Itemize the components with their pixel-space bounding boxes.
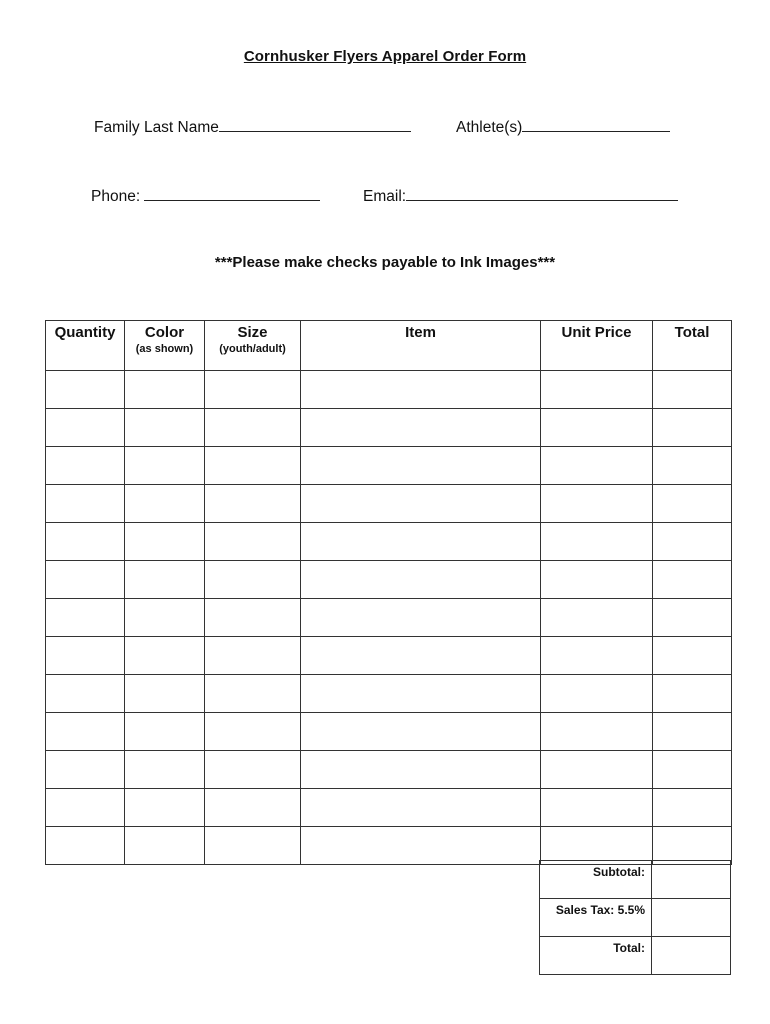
column-header-item: Item <box>301 321 541 371</box>
column-subheader-size: (youth/adult) <box>219 343 286 355</box>
item-cell[interactable] <box>301 789 541 827</box>
unit-price-cell[interactable] <box>541 523 653 561</box>
item-cell[interactable] <box>301 447 541 485</box>
quantity-cell[interactable] <box>46 371 125 409</box>
color-cell[interactable] <box>125 675 205 713</box>
column-header-size: Size (youth/adult) <box>205 321 301 371</box>
athletes-line[interactable] <box>522 117 670 132</box>
quantity-cell[interactable] <box>46 675 125 713</box>
order-table-body <box>46 371 732 865</box>
quantity-cell[interactable] <box>46 561 125 599</box>
size-cell[interactable] <box>205 713 301 751</box>
size-cell[interactable] <box>205 599 301 637</box>
family-last-name-line[interactable] <box>219 117 411 132</box>
column-subheader-color: (as shown) <box>135 343 194 355</box>
quantity-cell[interactable] <box>46 789 125 827</box>
item-cell[interactable] <box>301 371 541 409</box>
size-cell[interactable] <box>205 637 301 675</box>
table-row <box>46 447 732 485</box>
color-cell[interactable] <box>125 637 205 675</box>
subtotal-row <box>540 861 731 899</box>
quantity-cell[interactable] <box>46 637 125 675</box>
table-row <box>46 713 732 751</box>
color-cell[interactable] <box>125 713 205 751</box>
total-cell[interactable] <box>653 675 732 713</box>
size-cell[interactable] <box>205 523 301 561</box>
total-cell[interactable] <box>653 447 732 485</box>
color-cell[interactable] <box>125 371 205 409</box>
table-row <box>46 675 732 713</box>
total-cell[interactable] <box>653 751 732 789</box>
size-cell[interactable] <box>205 675 301 713</box>
quantity-cell[interactable] <box>46 409 125 447</box>
size-cell[interactable] <box>205 751 301 789</box>
phone-label: Phone: <box>91 188 145 205</box>
total-cell[interactable] <box>653 789 732 827</box>
athletes-label: Athlete(s) <box>456 119 523 136</box>
email-label: Email: <box>363 188 407 205</box>
column-header-quantity: Quantity <box>46 321 125 371</box>
subtotal-cell[interactable] <box>652 861 731 899</box>
quantity-cell[interactable] <box>46 599 125 637</box>
order-table <box>45 320 732 865</box>
payment-notice: ***Please make checks payable to Ink Images*** <box>214 254 556 271</box>
size-cell[interactable] <box>205 827 301 865</box>
quantity-cell[interactable] <box>46 523 125 561</box>
table-row <box>46 371 732 409</box>
size-cell[interactable] <box>205 447 301 485</box>
table-row <box>46 485 732 523</box>
total-cell[interactable] <box>653 409 732 447</box>
item-cell[interactable] <box>301 713 541 751</box>
unit-price-cell[interactable] <box>541 713 653 751</box>
table-row <box>46 409 732 447</box>
unit-price-cell[interactable] <box>541 675 653 713</box>
email-field[interactable] <box>363 186 678 207</box>
table-row <box>46 827 732 865</box>
phone-field[interactable] <box>91 186 320 207</box>
item-cell[interactable] <box>301 523 541 561</box>
color-cell[interactable] <box>125 409 205 447</box>
quantity-cell[interactable] <box>46 827 125 865</box>
email-line[interactable] <box>406 186 678 201</box>
table-row <box>46 637 732 675</box>
total-cell[interactable] <box>653 523 732 561</box>
total-cell[interactable] <box>653 827 732 865</box>
quantity-cell[interactable] <box>46 485 125 523</box>
table-row <box>46 599 732 637</box>
color-cell[interactable] <box>125 485 205 523</box>
total-cell[interactable] <box>653 371 732 409</box>
form-title: Cornhusker Flyers Apparel Order Form <box>243 48 527 65</box>
unit-price-cell[interactable] <box>541 599 653 637</box>
item-cell[interactable] <box>301 561 541 599</box>
total-cell[interactable] <box>653 713 732 751</box>
item-cell[interactable] <box>301 485 541 523</box>
family-last-name-field[interactable] <box>94 117 411 138</box>
item-cell[interactable] <box>301 751 541 789</box>
family-last-name-label: Family Last Name <box>94 119 219 136</box>
column-header-color: Color (as shown) <box>125 321 205 371</box>
color-cell[interactable] <box>125 599 205 637</box>
quantity-cell[interactable] <box>46 447 125 485</box>
table-row <box>46 523 732 561</box>
item-cell[interactable] <box>301 675 541 713</box>
size-cell[interactable] <box>205 485 301 523</box>
grand-total-label: Total: <box>540 937 652 975</box>
size-cell[interactable] <box>205 789 301 827</box>
table-row <box>46 561 732 599</box>
color-cell[interactable] <box>125 827 205 865</box>
athletes-field[interactable] <box>456 117 670 138</box>
order-table-header <box>46 321 732 371</box>
color-cell[interactable] <box>125 789 205 827</box>
sales-tax-label: Sales Tax: 5.5% <box>540 899 652 937</box>
unit-price-cell[interactable] <box>541 561 653 599</box>
color-cell[interactable] <box>125 561 205 599</box>
grand-total-row <box>540 937 731 975</box>
column-header-total: Total <box>653 321 732 371</box>
quantity-cell[interactable] <box>46 713 125 751</box>
quantity-cell[interactable] <box>46 751 125 789</box>
table-row <box>46 751 732 789</box>
grand-total-cell[interactable] <box>652 937 731 975</box>
item-cell[interactable] <box>301 637 541 675</box>
total-cell[interactable] <box>653 637 732 675</box>
unit-price-cell[interactable] <box>541 789 653 827</box>
item-cell[interactable] <box>301 827 541 865</box>
phone-line[interactable] <box>144 186 320 201</box>
unit-price-cell[interactable] <box>541 409 653 447</box>
size-cell[interactable] <box>205 371 301 409</box>
totals-table <box>539 860 731 975</box>
subtotal-label: Subtotal: <box>540 861 652 899</box>
total-cell[interactable] <box>653 561 732 599</box>
unit-price-cell[interactable] <box>541 485 653 523</box>
color-cell[interactable] <box>125 523 205 561</box>
size-cell[interactable] <box>205 409 301 447</box>
unit-price-cell[interactable] <box>541 371 653 409</box>
unit-price-cell[interactable] <box>541 827 653 865</box>
item-cell[interactable] <box>301 599 541 637</box>
unit-price-cell[interactable] <box>541 447 653 485</box>
item-cell[interactable] <box>301 409 541 447</box>
sales-tax-cell[interactable] <box>652 899 731 937</box>
total-cell[interactable] <box>653 599 732 637</box>
color-cell[interactable] <box>125 751 205 789</box>
color-cell[interactable] <box>125 447 205 485</box>
sales-tax-row <box>540 899 731 937</box>
size-cell[interactable] <box>205 561 301 599</box>
unit-price-cell[interactable] <box>541 637 653 675</box>
total-cell[interactable] <box>653 485 732 523</box>
table-row <box>46 789 732 827</box>
column-header-unit-price: Unit Price <box>541 321 653 371</box>
unit-price-cell[interactable] <box>541 751 653 789</box>
